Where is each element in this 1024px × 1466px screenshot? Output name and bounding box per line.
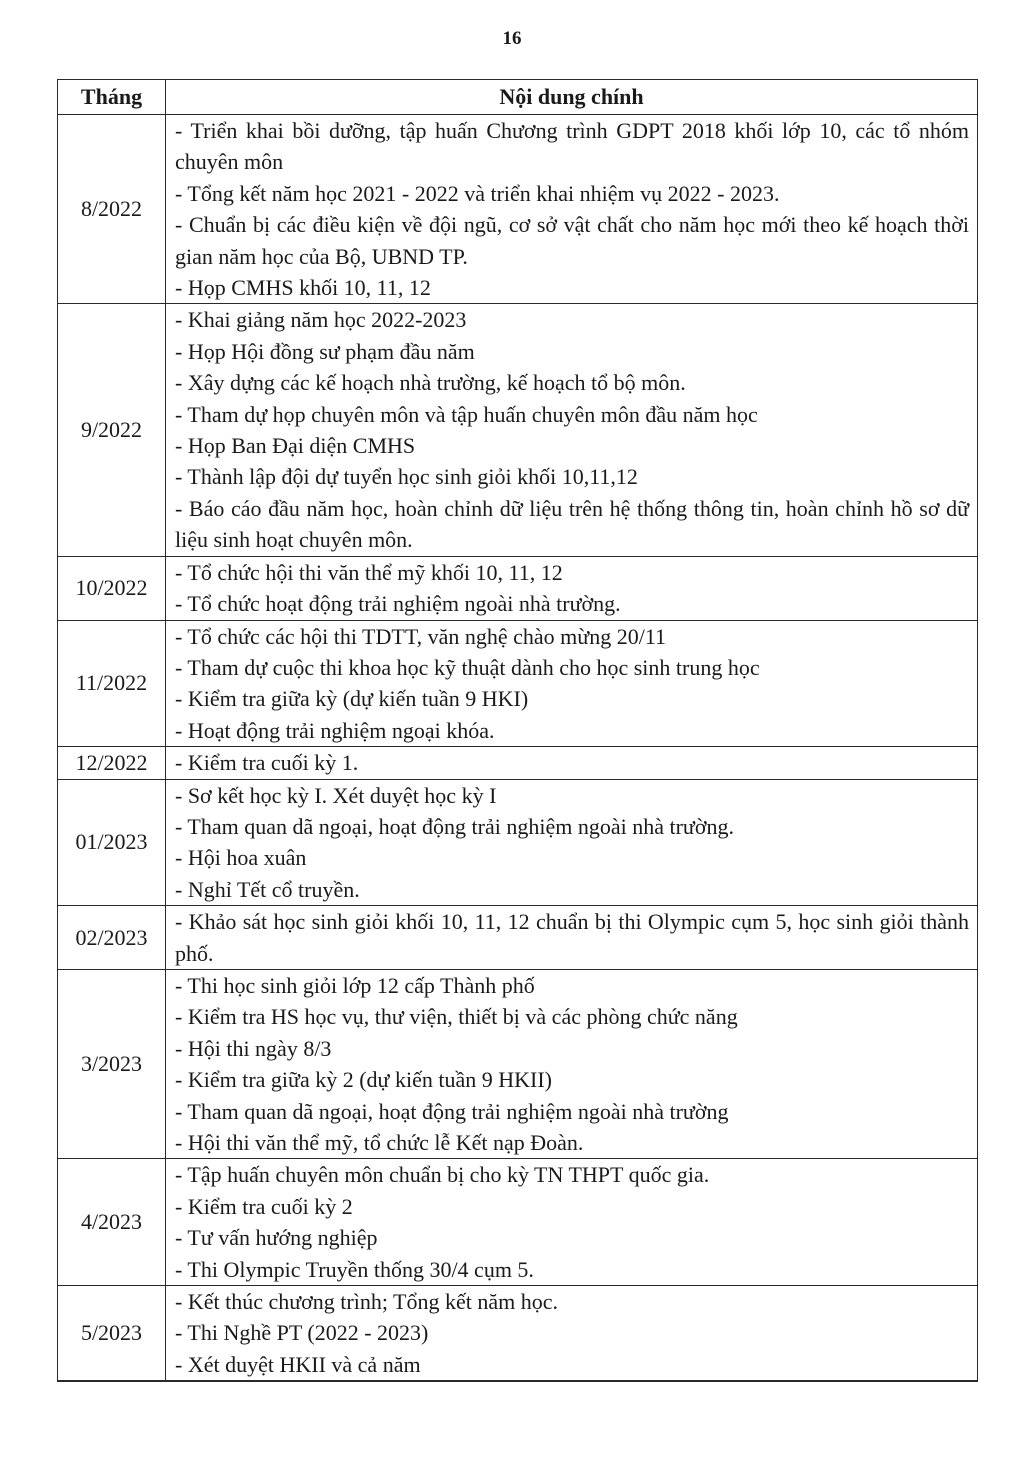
month-cell: 12/2022 <box>58 747 166 779</box>
content-line: - Tư vấn hướng nghiệp <box>175 1225 378 1251</box>
content-column-header: Nội dung chính <box>166 80 978 115</box>
content-line: - Họp CMHS khối 10, 11, 12 <box>175 275 431 301</box>
content-line: - Tổ chức hội thi văn thể mỹ khối 10, 11, 12 <box>175 559 563 585</box>
table-row <box>58 779 978 906</box>
content-line: - Nghỉ Tết cổ truyền. <box>175 876 360 902</box>
content-cell <box>166 969 978 1158</box>
table-row <box>58 747 978 779</box>
content-line: - Khảo sát học sinh giỏi khối 10, 11, 12 chuẩn bị thi Olympic cụm 5, học sinh giỏi thành phố. <box>175 909 969 966</box>
content-line: - Hội thi ngày 8/3 <box>175 1035 332 1061</box>
month-cell: 02/2023 <box>58 906 166 970</box>
table-row <box>58 906 978 970</box>
content-line: - Sơ kết học kỳ I. Xét duyệt học kỳ I <box>175 782 497 808</box>
month-cell: 8/2022 <box>58 115 166 304</box>
content-line: - Chuẩn bị các điều kiện về đội ngũ, cơ sở vật chất cho năm học mới theo kế hoạch thời gian năm học của Bộ, UBND TP. <box>175 212 969 269</box>
month-cell: 10/2022 <box>58 556 166 620</box>
table-row <box>58 1159 978 1286</box>
content-cell <box>166 1286 978 1382</box>
content-cell <box>166 115 978 304</box>
table-row <box>58 969 978 1158</box>
month-cell: 3/2023 <box>58 969 166 1158</box>
content-line: - Hoạt động trải nghiệm ngoại khóa. <box>175 717 495 743</box>
content-line: - Thành lập đội dự tuyển học sinh giỏi khối 10,11,12 <box>175 464 638 490</box>
table-row <box>58 1286 978 1382</box>
table-row <box>58 556 978 620</box>
content-line: - Khai giảng năm học 2022-2023 <box>175 307 467 333</box>
content-line: - Xây dựng các kế hoạch nhà trường, kế hoạch tổ bộ môn. <box>175 370 686 396</box>
table-header-row <box>58 80 978 115</box>
content-line: - Tham quan dã ngoại, hoạt động trải nghiệm ngoài nhà trường <box>175 1098 729 1124</box>
schedule-table <box>57 79 978 1382</box>
content-line: - Họp Ban Đại diện CMHS <box>175 433 416 459</box>
content-line: - Tổ chức hoạt động trải nghiệm ngoài nhà trường. <box>175 591 621 617</box>
month-cell: 11/2022 <box>58 620 166 747</box>
content-line: - Tham quan dã ngoại, hoạt động trải nghiệm ngoài nhà trường. <box>175 813 734 839</box>
month-cell: 9/2022 <box>58 304 166 556</box>
content-line: - Xét duyệt HKII và cả năm <box>175 1351 421 1377</box>
content-line: - Tham dự cuộc thi khoa học kỹ thuật dành cho học sinh trung học <box>175 654 760 680</box>
content-line: - Tổng kết năm học 2021 - 2022 và triển khai nhiệm vụ 2022 - 2023. <box>175 180 780 206</box>
content-line: - Hội hoa xuân <box>175 845 307 871</box>
content-line: - Tổ chức các hội thi TDTT, văn nghệ chào mừng 20/11 <box>175 623 667 649</box>
content-line: - Thi Olympic Truyền thống 30/4 cụm 5. <box>175 1256 534 1282</box>
month-column-header: Tháng <box>58 80 166 115</box>
table-row <box>58 115 978 304</box>
content-line: - Kết thúc chương trình; Tổng kết năm học. <box>175 1289 559 1315</box>
content-cell <box>166 304 978 556</box>
table-row <box>58 620 978 747</box>
content-line: - Kiểm tra cuối kỳ 1. <box>175 750 359 776</box>
content-line: - Kiểm tra cuối kỳ 2 <box>175 1193 353 1219</box>
month-cell: 01/2023 <box>58 779 166 906</box>
content-line: - Kiểm tra giữa kỳ 2 (dự kiến tuần 9 HKII) <box>175 1067 552 1093</box>
content-cell <box>166 556 978 620</box>
content-line: - Kiểm tra giữa kỳ (dự kiến tuần 9 HKI) <box>175 686 529 712</box>
month-cell: 5/2023 <box>58 1286 166 1382</box>
page-number: 16 <box>502 28 522 49</box>
content-line: - Kiểm tra HS học vụ, thư viện, thiết bị và các phòng chức năng <box>175 1004 738 1030</box>
content-cell <box>166 620 978 747</box>
table-row <box>58 304 978 556</box>
content-line: - Hội thi văn thể mỹ, tổ chức lễ Kết nạp Đoàn. <box>175 1130 584 1155</box>
month-cell: 4/2023 <box>58 1159 166 1286</box>
content-cell <box>166 747 978 779</box>
content-line: - Báo cáo đầu năm học, hoàn chỉnh dữ liệu trên hệ thống thông tin, hoàn chỉnh hồ sơ dữ liệu sinh hoạt chuyên môn. <box>175 495 969 553</box>
content-line: - Thi Nghề PT (2022 - 2023) <box>175 1320 429 1346</box>
content-line: - Tập huấn chuyên môn chuẩn bị cho kỳ TN THPT quốc gia. <box>175 1162 710 1188</box>
content-line: - Triển khai bồi dưỡng, tập huấn Chương trình GDPT 2018 khối lớp 10, các tổ nhóm chuyên môn <box>175 118 969 175</box>
content-line: - Tham dự họp chuyên môn và tập huấn chuyên môn đầu năm học <box>175 401 758 427</box>
content-line: - Họp Hội đồng sư phạm đầu năm <box>175 338 475 364</box>
content-cell <box>166 906 978 970</box>
content-cell <box>166 1159 978 1286</box>
content-cell <box>166 779 978 906</box>
content-line: - Thi học sinh giỏi lớp 12 cấp Thành phố <box>175 972 535 998</box>
